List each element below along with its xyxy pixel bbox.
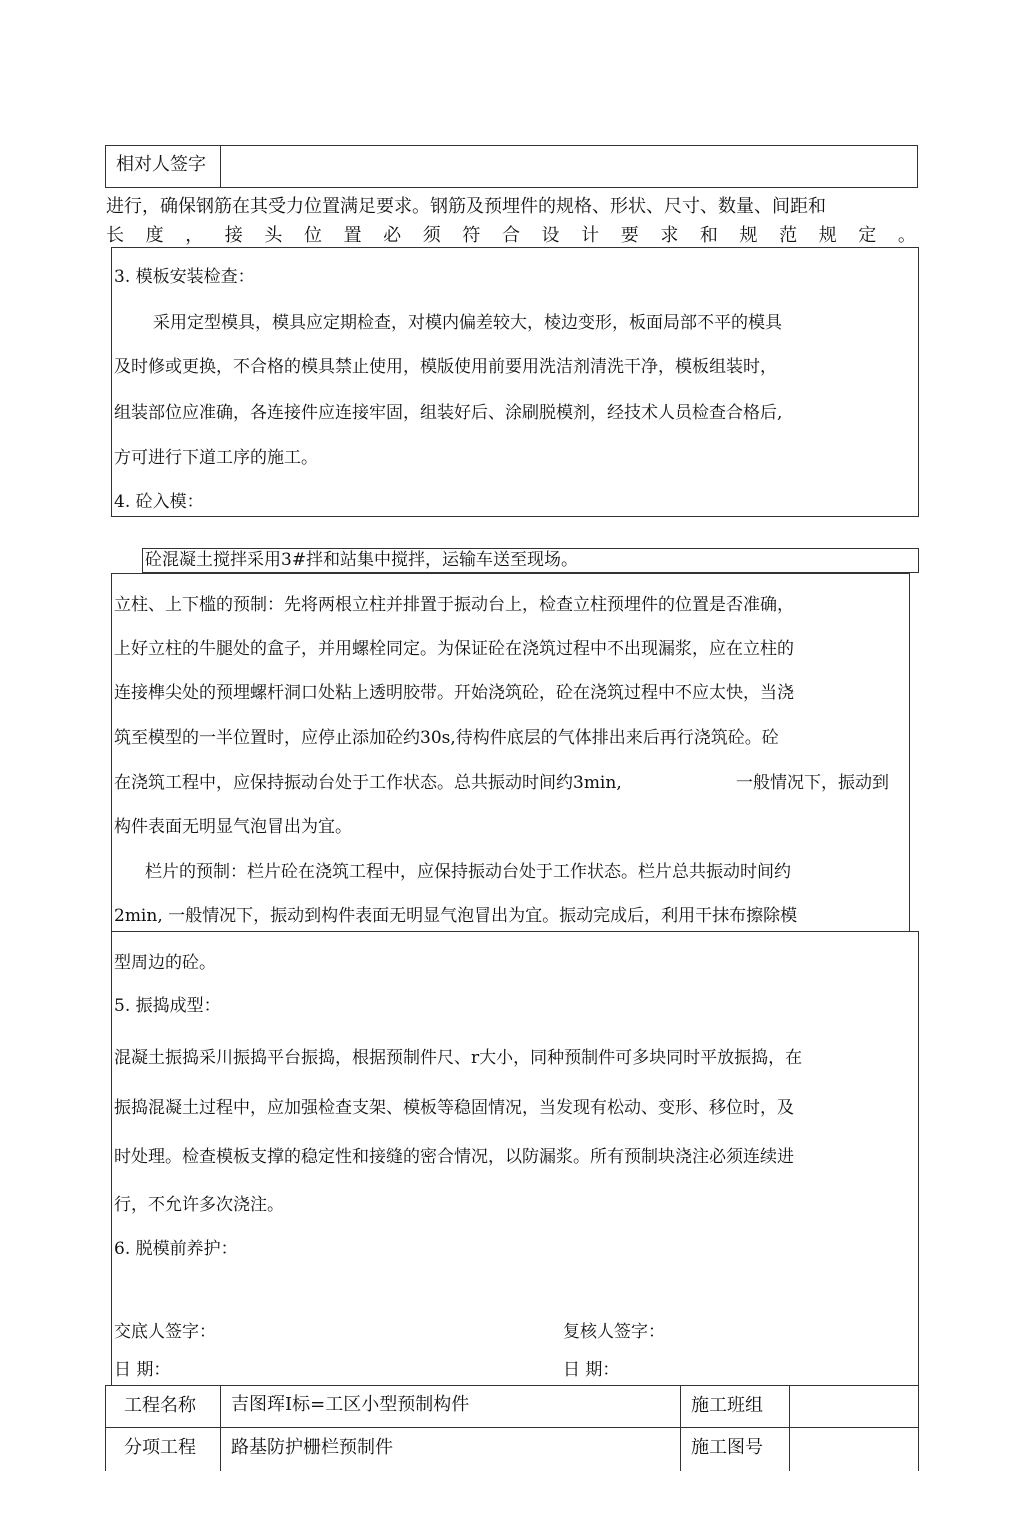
section-3-line-4: 方可进行下道工序的施工。 — [114, 448, 318, 468]
continuation-line-1: 进行，确保钢筋在其受力位置满足要求。钢筋及预埋件的规格、形状、尺寸、数量、间距和 — [106, 196, 826, 217]
section-3-line-2: 及时修或更换，不合格的模具禁止使用，模版使用前要用洗洁剂清洗干净，模板组装时， — [114, 357, 777, 377]
column-line-4: 筑至模型的一半位置时，应停止添加砼约30s,待构件底层的气体排出来后再行浇筑砼。砼 — [114, 728, 779, 748]
section-3-line-1: 采用定型模具，模具应定期检查，对模内偏差较大，棱边变形，板面局部不平的模具 — [153, 313, 782, 333]
lower-box-right — [918, 932, 919, 1386]
column-line-3: 连接榫尖处的预埋螺杆洞口处粘上透明胶带。幵始浇筑砼，砼在浇筑过程中不应太快，当浇 — [114, 683, 794, 703]
signature-table — [105, 145, 918, 188]
footer-table-col-1 — [220, 1385, 221, 1471]
section-4-heading: 4. 砼入模： — [114, 492, 204, 512]
section-6-heading: 6. 脱模前养护： — [114, 1239, 238, 1259]
date-left-label: 日 期： — [114, 1360, 171, 1380]
section-5-heading: 5. 振捣成型： — [114, 996, 221, 1016]
footer-table-col-2 — [680, 1385, 681, 1471]
continuation-line-2: 长 度 ， 接 头 位 置 必 须 符 合 设 计 要 求 和 规 范 规 定 。 — [106, 225, 916, 246]
project-name-value: 吉图珲I标=工区小型预制构件 — [231, 1394, 470, 1415]
column-line-5b: 一般情况下，振动到 — [736, 773, 889, 793]
section-5-lead: 型周边的砼。 — [114, 953, 216, 973]
lower-box-top-extension — [910, 931, 919, 932]
footer-table-top — [105, 1385, 919, 1386]
lower-box-left — [111, 932, 112, 1386]
footer-table-right — [918, 1385, 919, 1471]
footer-table-left — [105, 1385, 106, 1471]
rail-line-1: 栏片的预制：栏片砼在浇筑工程中，应保持振动台处于工作状态。栏片总共振动时间约 — [145, 862, 791, 882]
rail-line-2: 2min, 一般情况下，振动到构件表面无明显气泡冒出为宜。振动完成后，利用干抹布擦除模 — [114, 906, 798, 926]
section-3-line-3: 组装部位应准确，各连接件应连接牢固，组装好后、涂刷脱模剂，经技术人员检查合格后, — [114, 403, 783, 423]
column-line-5a: 在浇筑工程中，应保持振动台处于工作状态。总共振动时间约3min, — [114, 773, 622, 793]
signature-label: 相对人签字 — [116, 154, 206, 175]
subitem-label: 分项工程 — [124, 1437, 196, 1458]
review-signature-label: 复核人签字： — [563, 1322, 665, 1342]
team-label: 施工班组 — [691, 1395, 763, 1416]
footer-table-col-3 — [789, 1385, 790, 1471]
signature-table-divider — [220, 145, 221, 188]
footer-table-middle — [105, 1427, 919, 1428]
section-5-line-1: 混凝土振捣采川振捣平台振捣，根据预制件尺、r大小，同种预制件可多块同时平放振捣，在 — [114, 1048, 803, 1068]
column-line-6: 构件表面无明显气泡冒出为宜。 — [114, 817, 352, 837]
section-5-line-2: 振捣混凝土过程中，应加强检查支架、模板等稳固情况，当发现有松动、变形、移位时，及 — [114, 1098, 794, 1118]
section-5-line-4: 行，不允许多次浇注。 — [114, 1195, 284, 1215]
mixing-text: 砼混凝土搅拌采用3#拌和站集中搅拌，运输车送至现场。 — [145, 550, 579, 570]
drawing-number-label: 施工图号 — [691, 1437, 763, 1458]
date-right-label: 日 期： — [563, 1360, 620, 1380]
section-5-line-3: 时处理。检查模板支撑的稳定性和接缝的密合情况，以防漏浆。所有预制块浇注必须连续进 — [114, 1147, 794, 1167]
handover-signature-label: 交底人签字： — [114, 1322, 216, 1342]
section-3-heading: 3. 模板安装检查： — [114, 267, 255, 287]
subitem-value: 路基防护栅栏预制件 — [231, 1437, 393, 1458]
column-line-1: 立柱、上下槛的预制：先将两根立柱并排置于振动台上，检查立柱预埋件的位置是否准确， — [114, 595, 794, 615]
column-line-2: 上好立柱的牛腿处的盒子，并用螺栓同定。为保证砼在浇筑过程中不出现漏浆，应在立柱的 — [114, 639, 794, 659]
project-name-label: 工程名称 — [124, 1395, 196, 1416]
